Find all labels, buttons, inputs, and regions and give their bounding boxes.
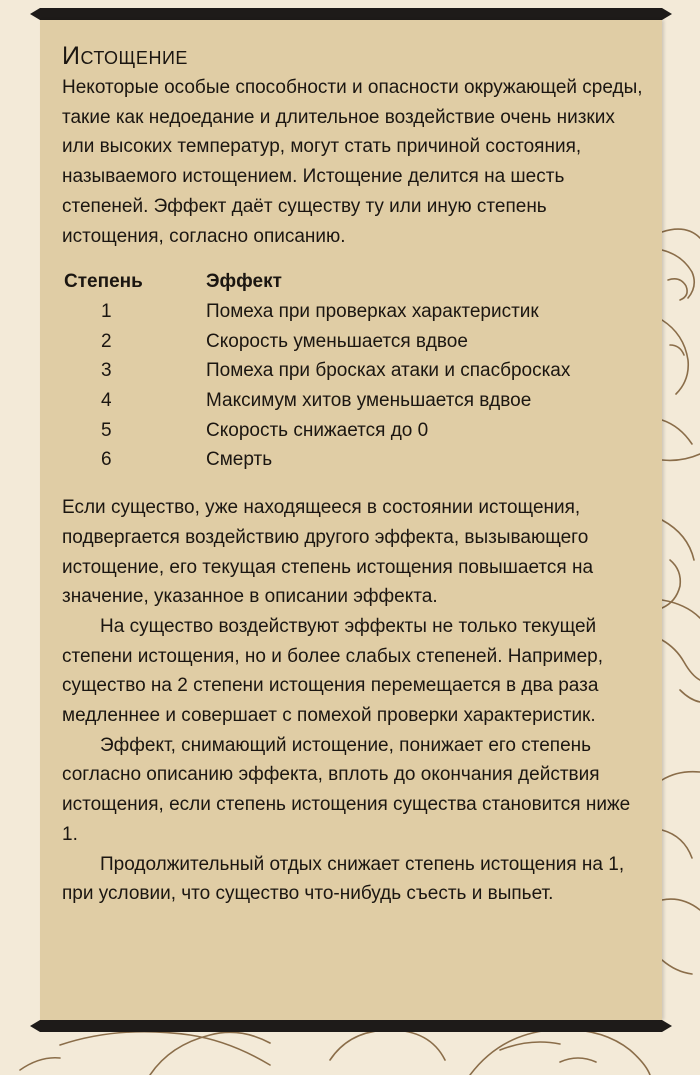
panel-content bbox=[62, 40, 647, 909]
body-paragraph: Продолжительный отдых снижает степень истощения на 1, при условии, что существо что-нибудь съесть и выпьет. bbox=[62, 853, 625, 905]
bottom-border-bar bbox=[40, 1020, 662, 1032]
sidebar-panel bbox=[40, 20, 662, 1020]
level-cell: 2 bbox=[101, 330, 112, 352]
body-paragraph: Эффект, снимающий истощение, понижает его степень согласно описанию эффекта, вплоть до окончания действия истощения, если степень истощения существа становится ниже 1. bbox=[62, 734, 631, 845]
table-row bbox=[64, 416, 570, 446]
table-header-row bbox=[64, 267, 570, 297]
effect-cell: Скорость снижается до 0 bbox=[206, 419, 429, 441]
body-paragraph: Если существо, уже находящееся в состоянии истощения, подвергается воздействию другого эффекта, вызывающего истощение, его текущая степень истощения повышается на значение, указанное в описании эффекта. bbox=[62, 497, 594, 608]
effect-cell: Максимум хитов уменьшается вдвое bbox=[206, 390, 532, 412]
table-row bbox=[64, 297, 570, 327]
level-cell: 5 bbox=[101, 419, 112, 441]
header-effect: Эффект bbox=[206, 271, 282, 293]
effect-cell: Скорость уменьшается вдвое bbox=[206, 330, 468, 352]
effect-cell: Смерть bbox=[206, 449, 273, 471]
level-cell: 4 bbox=[101, 390, 112, 412]
section-title: Истощение bbox=[62, 42, 188, 70]
table-row bbox=[64, 386, 570, 416]
table-row bbox=[64, 356, 570, 386]
effect-cell: Помеха при бросках атаки и спасбросках bbox=[206, 360, 571, 382]
table-row bbox=[64, 327, 570, 357]
level-cell: 3 bbox=[101, 360, 112, 382]
level-cell: 6 bbox=[101, 449, 112, 471]
exhaustion-table bbox=[64, 267, 570, 475]
table-row bbox=[64, 445, 570, 475]
top-border-bar bbox=[40, 8, 662, 20]
header-level: Степень bbox=[64, 271, 143, 293]
body-paragraph: На существо воздействуют эффекты не только текущей степени истощения, но и более слабых степеней. Например, существо на 2 степени истощения перемещается в два раза медленнее и совершает с помехой проверки характеристик. bbox=[62, 615, 604, 727]
intro-paragraph: Некоторые особые способности и опасности окружающей среды, такие как недоедание и длительное воздействие очень низких или высоких температур, могут стать причиной состояния, называемого истощением. Истощение делится на шесть степеней. Эффект даёт существу ту или иную степень истощения, согласно описанию. bbox=[62, 77, 643, 247]
level-cell: 1 bbox=[101, 300, 112, 322]
effect-cell: Помеха при проверках характеристик bbox=[206, 300, 539, 322]
